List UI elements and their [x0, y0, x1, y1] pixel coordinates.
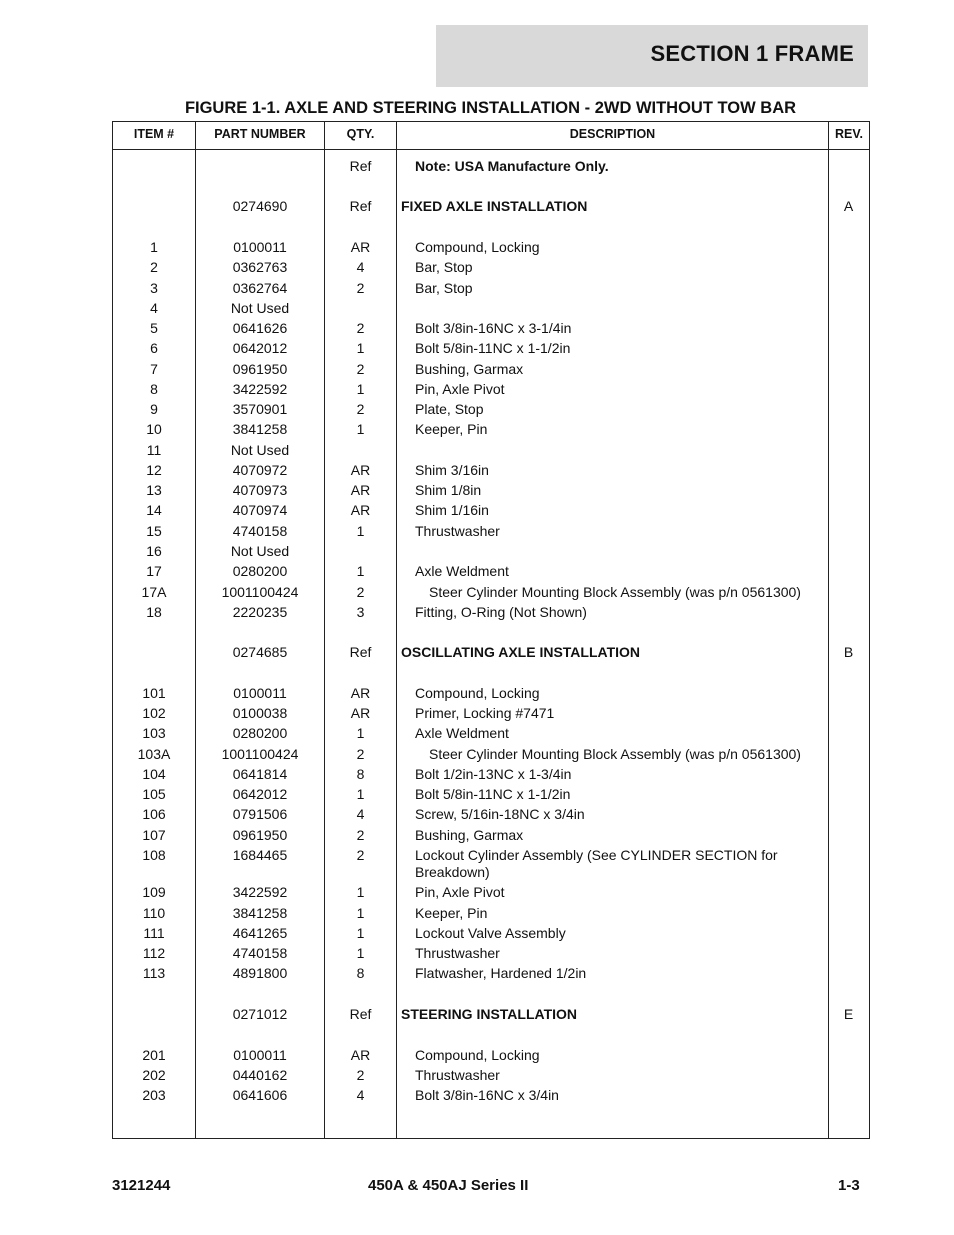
- description-cell: Pin, Axle Pivot: [415, 381, 505, 397]
- quantity-cell: 8: [356, 766, 365, 782]
- quantity-cell: 2: [356, 1067, 365, 1083]
- part-number-cell: 4740158: [232, 523, 288, 539]
- description-cell: Thrustwasher: [415, 1067, 500, 1083]
- item-number-cell: 105: [142, 786, 166, 802]
- quantity-cell: AR: [350, 502, 371, 518]
- description-cell: Pin, Axle Pivot: [415, 884, 505, 900]
- part-number-cell: 4740158: [232, 945, 288, 961]
- description-cell: FIXED AXLE INSTALLATION: [401, 198, 588, 214]
- part-number-cell: 0280200: [232, 725, 288, 741]
- description-cell: Thrustwasher: [415, 523, 500, 539]
- item-number-cell: 11: [146, 442, 162, 458]
- revision-cell: A: [843, 198, 854, 214]
- figure-title: FIGURE 1-1. AXLE AND STEERING INSTALLATION - 2WD WITHOUT TOW BAR: [184, 99, 797, 117]
- item-number-cell: 3: [150, 280, 158, 296]
- description-cell: Bushing, Garmax: [415, 361, 524, 377]
- part-number-cell: 0642012: [232, 786, 288, 802]
- quantity-cell: 1: [356, 925, 365, 941]
- description-cell: Lockout Valve Assembly: [415, 925, 566, 941]
- part-number-cell: Not Used: [230, 442, 290, 458]
- description-cell: Note: USA Manufacture Only.: [415, 158, 609, 174]
- description-cell: Keeper, Pin: [415, 421, 488, 437]
- quantity-cell: 1: [356, 884, 365, 900]
- part-number-cell: 1684465: [232, 847, 288, 863]
- item-number-cell: 13: [146, 482, 162, 498]
- description-cell: Bolt 3/8in-16NC x 3-1/4in: [415, 320, 572, 336]
- description-cell: Shim 1/8in: [415, 482, 482, 498]
- quantity-cell: Ref: [349, 1006, 372, 1022]
- part-number-cell: 0961950: [232, 827, 288, 843]
- part-number-cell: 0100038: [232, 705, 288, 721]
- item-number-cell: 202: [142, 1067, 166, 1083]
- quantity-cell: AR: [350, 685, 371, 701]
- part-number-cell: 0362763: [232, 259, 288, 275]
- description-cell: Bolt 3/8in-16NC x 3/4in: [415, 1087, 559, 1103]
- item-number-cell: 104: [142, 766, 166, 782]
- quantity-cell: AR: [350, 239, 371, 255]
- part-number-cell: Not Used: [230, 543, 290, 559]
- part-number-cell: 1001100424: [221, 584, 299, 600]
- description-cell: Compound, Locking: [415, 1047, 540, 1063]
- quantity-cell: 4: [356, 259, 365, 275]
- description-cell: Axle Weldment: [415, 563, 509, 579]
- part-number-cell: 0280200: [232, 563, 288, 579]
- part-number-cell: 0642012: [232, 340, 288, 356]
- item-number-cell: 12: [146, 462, 162, 478]
- item-number-cell: 6: [150, 340, 158, 356]
- part-number-cell: 1001100424: [221, 746, 299, 762]
- item-number-cell: 9: [150, 401, 158, 417]
- description-cell: Bolt 1/2in-13NC x 1-3/4in: [415, 766, 572, 782]
- part-number-cell: 0641606: [232, 1087, 288, 1103]
- item-number-cell: 14: [146, 502, 162, 518]
- part-number-cell: 3841258: [232, 905, 288, 921]
- column-divider: [396, 122, 397, 1138]
- quantity-cell: 2: [356, 401, 365, 417]
- item-number-cell: 17A: [141, 584, 167, 600]
- item-number-cell: 113: [142, 965, 166, 981]
- part-number-cell: 0362764: [232, 280, 288, 296]
- item-number-cell: 2: [150, 259, 158, 275]
- item-number-cell: 16: [146, 543, 162, 559]
- part-number-cell: 3570901: [232, 401, 288, 417]
- part-number-cell: 4641265: [232, 925, 288, 941]
- quantity-cell: Ref: [349, 158, 372, 174]
- part-number-cell: 0641814: [232, 766, 288, 782]
- description-cell: Primer, Locking #7471: [415, 705, 555, 721]
- section-title: SECTION 1 FRAME: [650, 41, 854, 66]
- part-number-cell: 3422592: [232, 381, 288, 397]
- item-number-cell: 203: [142, 1087, 166, 1103]
- item-number-cell: 110: [142, 905, 166, 921]
- header-rev: REV.: [834, 127, 864, 141]
- quantity-cell: 3: [356, 604, 365, 620]
- item-number-cell: 112: [142, 945, 166, 961]
- quantity-cell: 8: [356, 965, 365, 981]
- description-cell: OSCILLATING AXLE INSTALLATION: [401, 644, 641, 660]
- quantity-cell: 2: [356, 280, 365, 296]
- part-number-cell: 3422592: [232, 884, 288, 900]
- quantity-cell: 2: [356, 827, 365, 843]
- quantity-cell: 4: [356, 806, 365, 822]
- item-number-cell: 103: [142, 725, 166, 741]
- item-number-cell: 111: [143, 925, 165, 941]
- header-qty: QTY.: [346, 127, 375, 141]
- item-number-cell: 18: [146, 604, 162, 620]
- description-cell: Thrustwasher: [415, 945, 500, 961]
- item-number-cell: 15: [146, 523, 162, 539]
- part-number-cell: 4070974: [232, 502, 288, 518]
- quantity-cell: 1: [356, 786, 365, 802]
- quantity-cell: 1: [356, 725, 365, 741]
- description-cell: Bolt 5/8in-11NC x 1-1/2in: [415, 340, 571, 356]
- description-cell: Plate, Stop: [415, 401, 484, 417]
- quantity-cell: 2: [356, 320, 365, 336]
- quantity-cell: 1: [356, 381, 365, 397]
- description-cell: Shim 1/16in: [415, 502, 489, 518]
- description-cell: Lockout Cylinder Assembly (See CYLINDER SECTION for Breakdown): [415, 847, 778, 880]
- item-number-cell: 1: [150, 239, 158, 255]
- part-number-cell: 0641626: [232, 320, 288, 336]
- quantity-cell: 1: [356, 421, 365, 437]
- description-cell: Compound, Locking: [415, 239, 540, 255]
- item-number-cell: 10: [146, 421, 162, 437]
- quantity-cell: 2: [356, 746, 365, 762]
- item-number-cell: 107: [142, 827, 166, 843]
- description-cell: Bar, Stop: [415, 280, 473, 296]
- quantity-cell: AR: [350, 482, 371, 498]
- part-number-cell: 0100011: [233, 239, 287, 255]
- footer-page-number: 1-3: [838, 1177, 860, 1194]
- item-number-cell: 17: [146, 563, 162, 579]
- quantity-cell: Ref: [349, 644, 372, 660]
- quantity-cell: 1: [356, 523, 365, 539]
- part-number-cell: 0961950: [232, 361, 288, 377]
- header-divider: [113, 149, 869, 150]
- description-cell: Screw, 5/16in-18NC x 3/4in: [415, 806, 585, 822]
- description-cell: Flatwasher, Hardened 1/2in: [415, 965, 587, 981]
- quantity-cell: 1: [356, 340, 365, 356]
- part-number-cell: 4891800: [232, 965, 288, 981]
- part-number-cell: 3841258: [232, 421, 288, 437]
- item-number-cell: 201: [142, 1047, 166, 1063]
- header-item: ITEM #: [133, 127, 175, 141]
- description-cell: Steer Cylinder Mounting Block Assembly (was p/n 0561300): [429, 746, 801, 762]
- description-cell: Steer Cylinder Mounting Block Assembly (was p/n 0561300): [429, 584, 801, 600]
- quantity-cell: Ref: [349, 198, 372, 214]
- description-cell: Bushing, Garmax: [415, 827, 524, 843]
- quantity-cell: 4: [356, 1087, 365, 1103]
- description-cell: Shim 3/16in: [415, 462, 489, 478]
- part-number-cell: 2220235: [232, 604, 288, 620]
- part-number-cell: 0100011: [233, 685, 287, 701]
- part-number-cell: 0440162: [232, 1067, 288, 1083]
- quantity-cell: AR: [350, 705, 371, 721]
- revision-cell: B: [843, 644, 854, 660]
- item-number-cell: 102: [142, 705, 166, 721]
- description-cell: Compound, Locking: [415, 685, 540, 701]
- revision-cell: E: [843, 1006, 854, 1022]
- part-number-cell: 0791506: [232, 806, 288, 822]
- quantity-cell: 1: [356, 905, 365, 921]
- header-part-number: PART NUMBER: [214, 127, 306, 141]
- quantity-cell: 2: [356, 847, 365, 863]
- footer-model: 450A & 450AJ Series II: [368, 1177, 529, 1194]
- description-cell: Keeper, Pin: [415, 905, 488, 921]
- description-cell: STEERING INSTALLATION: [401, 1006, 578, 1022]
- description-cell: Bolt 5/8in-11NC x 1-1/2in: [415, 786, 571, 802]
- description-cell: Axle Weldment: [415, 725, 509, 741]
- quantity-cell: 2: [356, 361, 365, 377]
- quantity-cell: AR: [350, 1047, 371, 1063]
- item-number-cell: 106: [142, 806, 166, 822]
- item-number-cell: 109: [142, 884, 166, 900]
- item-number-cell: 103A: [137, 746, 171, 762]
- item-number-cell: 8: [150, 381, 158, 397]
- parts-table: [112, 121, 870, 1139]
- item-number-cell: 108: [142, 847, 166, 863]
- part-number-cell: 0271012: [232, 1006, 288, 1022]
- header-description: DESCRIPTION: [569, 127, 656, 141]
- description-cell: Bar, Stop: [415, 259, 473, 275]
- item-number-cell: 5: [150, 320, 158, 336]
- description-cell: Fitting, O-Ring (Not Shown): [415, 604, 587, 620]
- quantity-cell: 1: [356, 563, 365, 579]
- part-number-cell: 0274685: [232, 644, 288, 660]
- footer-doc-number: 3121244: [112, 1177, 171, 1194]
- part-number-cell: 0274690: [232, 198, 288, 214]
- part-number-cell: 4070973: [232, 482, 288, 498]
- part-number-cell: 4070972: [232, 462, 288, 478]
- quantity-cell: 1: [356, 945, 365, 961]
- item-number-cell: 4: [150, 300, 158, 316]
- part-number-cell: Not Used: [230, 300, 290, 316]
- item-number-cell: 101: [142, 685, 166, 701]
- item-number-cell: 7: [150, 361, 158, 377]
- quantity-cell: 2: [356, 584, 365, 600]
- part-number-cell: 0100011: [233, 1047, 287, 1063]
- quantity-cell: AR: [350, 462, 371, 478]
- section-banner: [436, 25, 868, 87]
